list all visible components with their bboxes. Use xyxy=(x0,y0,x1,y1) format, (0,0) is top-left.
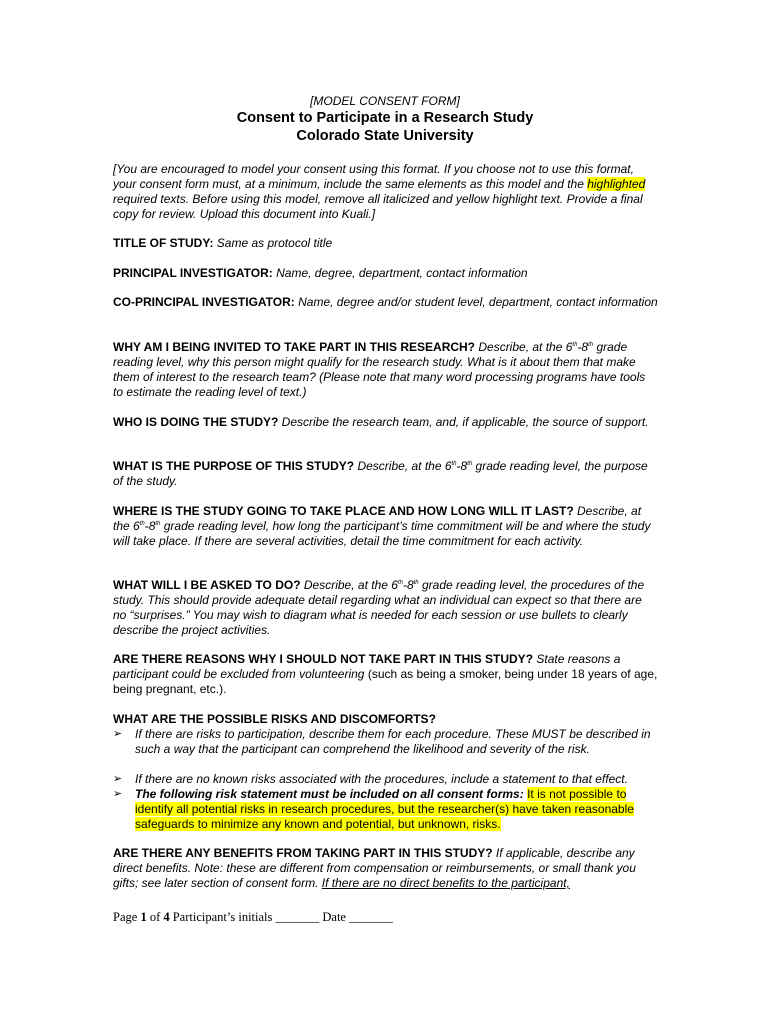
principal-investigator: PRINCIPAL INVESTIGATOR: Name, degree, department, contact information xyxy=(113,266,528,280)
model-form-label: [MODEL CONSENT FORM] xyxy=(310,94,460,108)
where-section: WHERE IS THE STUDY GOING TO TAKE PLACE AND HOW LONG WILL IT LAST? Describe, at the 6th-8th grade reading level, how long the participant’s time commitment will be and where the study will take place. If there are several activities, detail the time commitment for each activity. xyxy=(113,504,651,548)
title-of-study: TITLE OF STUDY: Same as protocol title xyxy=(113,236,333,250)
asked-section: WHAT WILL I BE ASKED TO DO? Describe, at the 6th-8th grade reading level, the procedures of the study. This should provide adequate detail regarding what an individual can expect so that there are no “surprises.” You may wish to diagram what is needed for each session or use bullets to clearly describe the project activities. xyxy=(113,578,645,637)
benefits-section: ARE THERE ANY BENEFITS FROM TAKING PART IN THIS STUDY? If applicable, describe any direct benefits. Note: these are different from compensation or reimbursements, or small thank you gifts; see later section of consent form. If there are no direct benefits to the participant, xyxy=(113,846,636,890)
co-principal-investigator: CO-PRINCIPAL INVESTIGATOR: Name, degree and/or student level, department, contact information xyxy=(113,295,658,309)
purpose-section: WHAT IS THE PURPOSE OF THIS STUDY? Describe, at the 6th-8th grade reading level, the purpose of the study. xyxy=(113,459,648,488)
arrow-bullet-icon: ➢ xyxy=(113,728,123,740)
arrow-bullet-icon: ➢ xyxy=(113,773,123,785)
university-name: Colorado State University xyxy=(296,128,474,144)
intro-paragraph: [You are encouraged to model your consent using this format. If you choose not to use this format, your consent form must, at a minimum, include the same elements as this model and the highlighted required texts. Before using this model, remove all italicized and yellow highlight text. Provide a final copy for review. Upload this document into Kuali.] xyxy=(113,162,646,221)
page-footer: Page 1 of 4 Participant’s initials _______ Date _______ xyxy=(113,910,393,924)
risks-heading: WHAT ARE THE POSSIBLE RISKS AND DISCOMFORTS? xyxy=(113,712,436,726)
who-doing-section: WHO IS DOING THE STUDY? Describe the research team, and, if applicable, the source of support. xyxy=(113,415,649,429)
highlighted-word: highlighted xyxy=(587,177,646,191)
arrow-bullet-icon: ➢ xyxy=(113,788,123,800)
why-invited-section: WHY AM I BEING INVITED TO TAKE PART IN THIS RESEARCH? Describe, at the 6th-8th grade reading level, why this person might qualify for the research study. What is it about them that make them of interest to the research team? (Please note that many word processing programs have tools to estimate the reading level of text.) xyxy=(113,340,646,399)
document-page: [MODEL CONSENT FORM] Consent to Participate in a Research Study Colorado State University [You are encouraged to model your consent using this format. If you choose not to use this format, your consent form must, at a minimum, include the same elements as this model and the highlighted required texts. Before using this model, remove all italicized and yellow highlight text. Provide a final copy for review. Upload this document into Kuali.] TITLE OF STUDY: Same as protocol title PRINCIPAL INVESTIGATOR: Name, degree, department, contact information CO-PRINCIPAL INVESTIGATOR: Name, degree and/or student level, department, contact information WHY AM I BEING INVITED TO TAKE PART IN THIS RESEARCH? Describe, at the 6th-8th grade reading level, why this person might qualify for the research study. What is it about them that make them of interest to the research team? (Please note that many word processing programs have tools to estimate the reading level of text.) WHO IS DOING THE STUDY? Describe the research team, and, if applicable, the source of support. WHAT IS THE PURPOSE OF THIS STUDY? Describe, at the 6th-8th grade reading level, the purpose of the study. WHERE IS THE STUDY GOING TO TAKE PLACE AND HOW LONG WILL IT LAST? Describe, at the 6th-8th grade reading level, how long the participant’s time commitment will be and where the study will take place. If there are several activities, detail the time commitment for each activity. WHAT WILL I BE ASKED TO DO? Describe, at the 6th-8th grade reading level, the procedures of the study. This should provide adequate detail regarding what an individual can expect so that there are no “surprises.” You may wish to diagram what is needed for each session or use bullets to clearly describe the project activities. ARE THERE REASONS WHY I SHOULD NOT TAKE PART IN THIS STUDY? State reasons a participant could be excluded from volunteering (such as being a smoker, being under 18 years of age, being pregnant, etc.). WHAT ARE THE POSSIBLE RISKS AND DISCOMFORTS? ➢ If there are risks to participation, describe them for each procedure. These MUST be described in such a way that the participant can comprehend the likelihood and severity of the risk. ➢ If there are no known risks associated with the procedures, include a statement to that effect. ➢ The following risk statement must be included on all consent forms: It is not possible to identify all potential risks in research procedures, but the researcher(s) have taken reasonable safeguards to minimize any known and potential, but unknown, risks. ARE THERE ANY BENEFITS FROM TAKING PART IN THIS STUDY? If applicable, describe any direct benefits. Note: these are different from compensation or reimbursements, or small thank you gifts; see later section of consent form. If there are no direct benefits to the participant, Page 1 of 4 Participant’s initials _______ Date _______ xyxy=(0,0,770,1024)
reasons-not-section: ARE THERE REASONS WHY I SHOULD NOT TAKE PART IN THIS STUDY? State reasons a participant could be excluded from volunteering (such as being a smoker, being under 18 years of age, being pregnant, etc.). xyxy=(113,652,658,696)
risk-statement-highlight: It is not possible to identify all potential risks in research procedures, but the researcher(s) have taken reasonable safeguards to minimize any known and potential, but unknown, risks. xyxy=(135,787,634,831)
document-title: Consent to Participate in a Research Study xyxy=(236,110,534,126)
